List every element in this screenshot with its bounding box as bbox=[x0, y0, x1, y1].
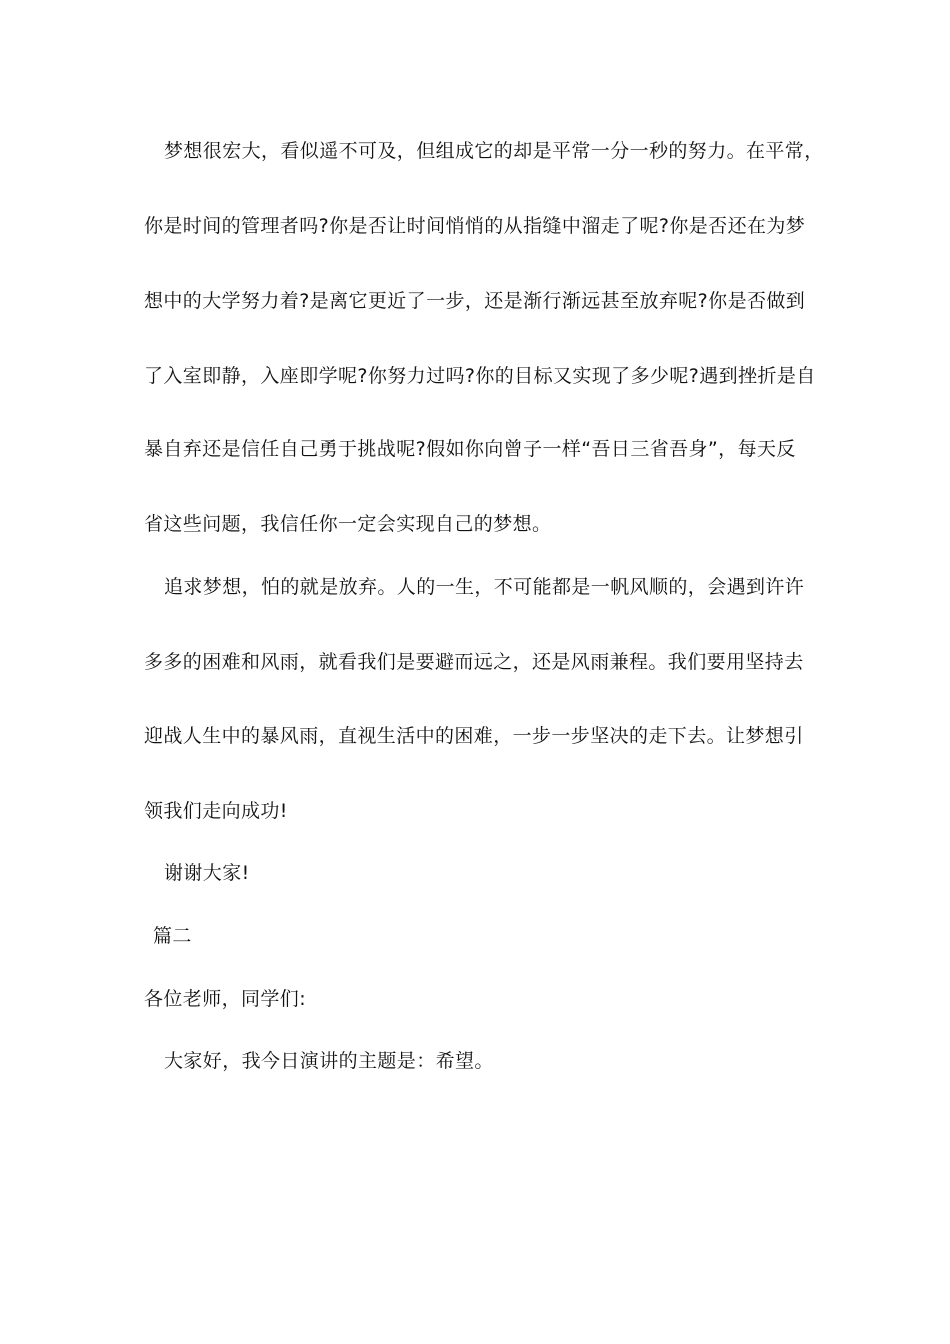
paragraph-1-line-3: 想中的大学努力着?是离它更近了一步，还是渐行渐远甚至放弃呢?你是否做到 bbox=[144, 290, 806, 312]
paragraph-1-line-5: 暴自弃还是信任自己勇于挑战呢?假如你向曾子一样“吾日三省吾身”，每天反 bbox=[144, 438, 796, 460]
paragraph-1-line-6: 省这些问题，我信任你一定会实现自己的梦想。 bbox=[144, 513, 552, 535]
paragraph-2-line-1: 追求梦想，怕的就是放弃。人的一生，不可能都是一帆风顺的，会遇到许许 bbox=[164, 576, 805, 598]
greeting: 各位老师，同学们: bbox=[144, 988, 307, 1010]
closing-thanks: 谢谢大家! bbox=[164, 862, 250, 884]
paragraph-1-line-4: 了入室即静，入座即学呢?你努力过吗?你的目标又实现了多少呢?遇到挫折是自 bbox=[144, 365, 816, 387]
intro-line: 大家好，我今日演讲的主题是：希望。 bbox=[164, 1050, 494, 1072]
paragraph-1-line-1: 梦想很宏大，看似遥不可及，但组成它的却是平常一分一秒的努力。在平常， bbox=[164, 140, 824, 162]
paragraph-2-line-4: 领我们走向成功! bbox=[144, 800, 288, 822]
section-heading: 篇二 bbox=[153, 925, 192, 947]
paragraph-2-line-2: 多多的困难和风雨，就看我们是要避而远之，还是风雨兼程。我们要用坚持去 bbox=[144, 651, 804, 673]
paragraph-2-line-3: 迎战人生中的暴风雨，直视生活中的困难，一步一步坚决的走下去。让梦想引 bbox=[144, 725, 804, 747]
paragraph-1-line-2: 你是时间的管理者吗?你是否让时间悄悄的从指缝中溜走了呢?你是否还在为梦 bbox=[144, 215, 806, 237]
